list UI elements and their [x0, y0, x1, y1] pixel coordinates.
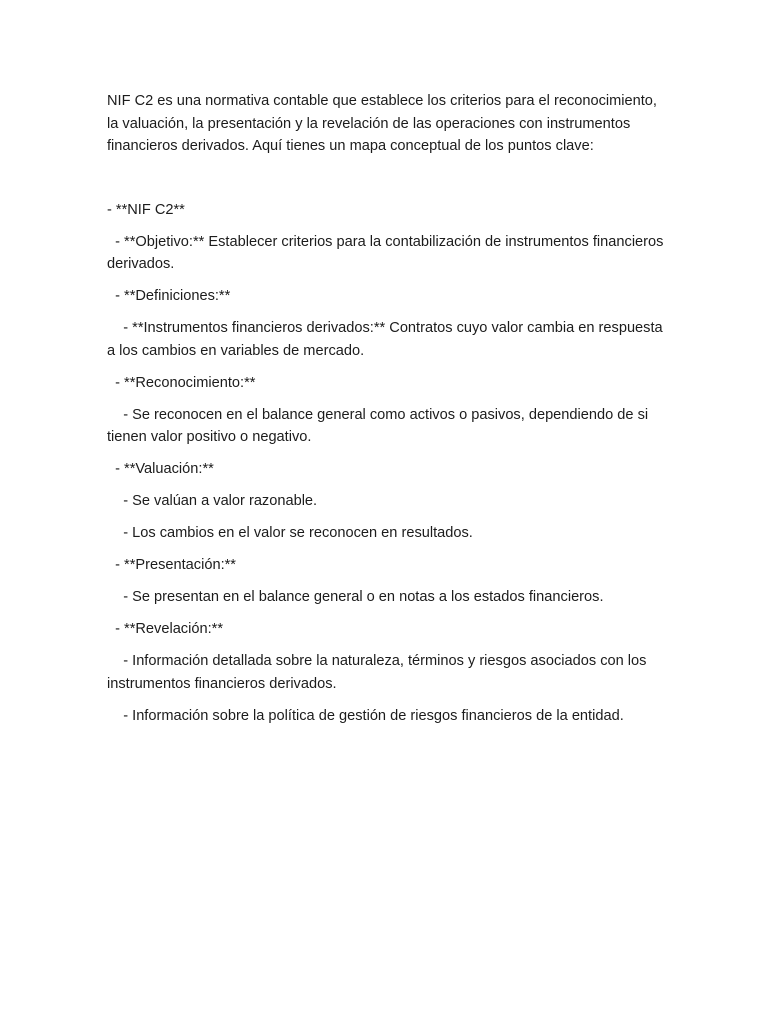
outline-line-instrumentos-definition: - **Instrumentos financieros derivados:** Contratos cuyo valor cambia en respuesta a los cambios en variables de mercado. [107, 320, 667, 359]
outline-line-valuacion-detail-1: - Se valúan a valor razonable. [107, 493, 318, 509]
outline-line-definiciones: - **Definiciones:** [107, 288, 231, 304]
outline-line-presentacion-detail: - Se presentan en el balance general o en notas a los estados financieros. [107, 589, 604, 605]
outline-line-revelacion-detail-1: - Información detallada sobre la naturaleza, términos y riesgos asociados con los instrumentos financieros derivados. [107, 653, 651, 692]
outline-line-revelacion-detail-2: - Información sobre la política de gestión de riesgos financieros de la entidad. [107, 707, 624, 724]
outline-line-reconocimiento: - **Reconocimiento:** [107, 374, 256, 391]
outline-line-reconocimiento-detail: - Se reconocen en el balance general como activos o pasivos, dependiendo de si tienen valor positivo o negativo. [107, 406, 653, 445]
outline-line-objetivo: - **Objetivo:** Establecer criterios para la contabilización de instrumentos financieros derivados. [107, 233, 668, 272]
outline-line-nif-c2: - **NIF C2** [107, 201, 185, 218]
outline-line-valuacion: - **Valuación:** [107, 461, 214, 477]
outline-line-valuacion-detail-2: - Los cambios en el valor se reconocen en resultados. [107, 525, 473, 541]
intro-paragraph: NIF C2 es una normativa contable que establece los criterios para el reconocimiento, la valuación, la presentación y la revelación de las operaciones con instrumentos financieros derivados. Aquí tienes un mapa conceptual de los puntos clave: [107, 93, 662, 154]
outline-line-revelacion: - **Revelación:** [107, 621, 223, 637]
document-body [107, 90, 667, 737]
outline-line-presentacion: - **Presentación:** [107, 557, 236, 573]
